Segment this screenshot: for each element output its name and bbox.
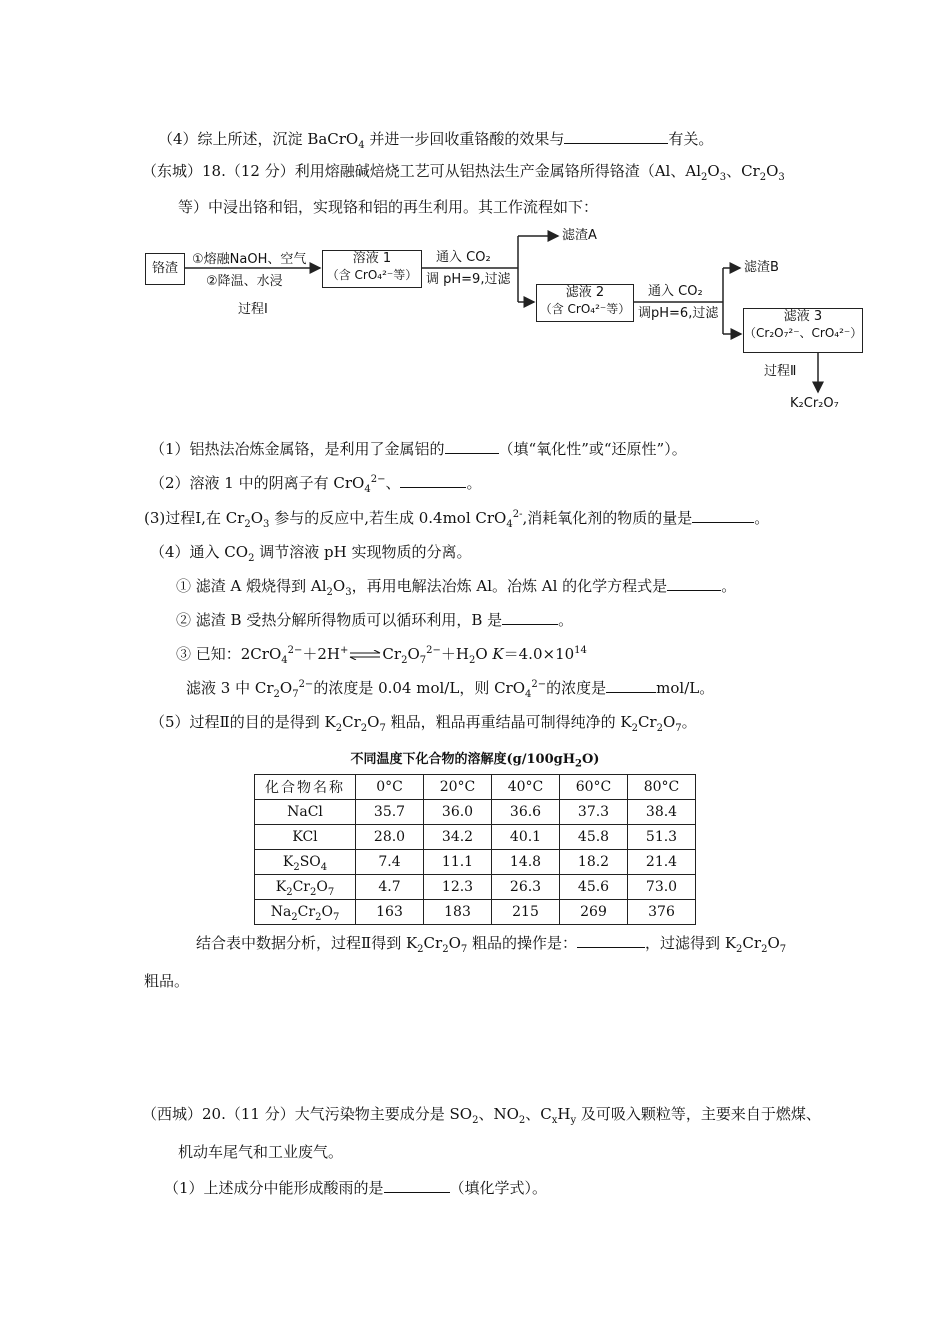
box-solution-2: 滤液 2 （含 CrO₄²⁻等）	[536, 284, 634, 322]
question-4-3-continued: 滤液 3 中 $Cr_2O_7^{2-}$的浓度是 0.04 mol/L，则 CrO$_4^{2-}$的浓度是 mol/L。	[186, 679, 715, 700]
q20-header: （西城）20.（11 分）大气污染物主要成分是 $SO_2$、$NO_2$、$C_xH_y$ 及可吸入颗粒等，主要来自于燃煤、	[142, 1105, 821, 1126]
answer-blank[interactable]	[400, 473, 466, 488]
table-cell: 34.2	[424, 825, 492, 850]
q4-conclusion-line: （4）综上所述，沉淀 BaCrO$_4$ 并进一步回收重铬酸的效果与 有关。	[158, 130, 714, 151]
question-2: （2）溶液 1 中的阴离子有 CrO$_4^{2-}$、 。	[150, 474, 482, 495]
table-title: 不同温度下化合物的溶解度$(g/100gH_2O)$	[350, 752, 600, 770]
table-cell: 38.4	[628, 800, 696, 825]
answer-blank[interactable]	[445, 439, 499, 454]
table-row	[255, 825, 696, 850]
question-4-2: ② 滤渣 B 受热分解所得物质可以循环利用，B 是 。	[176, 611, 574, 629]
table-cell: 40.1	[492, 825, 560, 850]
q20-header-continued: 机动车尾气和工业废气。	[178, 1143, 344, 1161]
equilibrium-arrow-icon	[348, 644, 382, 666]
box-solution-1: 溶液 1 （含 CrO₄²⁻等）	[322, 250, 422, 288]
question-20-1: （1）上述成分中能形成酸雨的是 （填化学式）。	[164, 1179, 548, 1197]
question-4-1: ① 滤渣 A 煅烧得到 $Al_2O_3$，再用电解法冶炼 Al。冶炼 Al 的化学方程式是 。	[176, 577, 737, 598]
question-3: (3)过程Ⅰ,在 $Cr_2O_3$ 参与的反应中,若生成 0.4mol CrO$_4^{2-}$,消耗氧化剂的物质的量是 。	[144, 509, 770, 530]
table-cell: 21.4	[628, 850, 696, 875]
question-1: （1）铝热法冶炼金属铬，是利用了金属铝的 （填“氧化性”或“还原性”）。	[150, 440, 687, 458]
compound-name: $K_2SO_4$	[255, 850, 356, 875]
product-label: K₂Cr₂O₇	[790, 396, 839, 411]
table-header: 化合物名称	[255, 775, 356, 800]
solubility-table	[254, 774, 696, 925]
ph-condition-a: 调 pH=9,过滤	[426, 272, 511, 287]
answer-blank[interactable]	[564, 129, 668, 144]
table-cell: 73.0	[628, 875, 696, 900]
table-header: 40°C	[492, 775, 560, 800]
table-cell: 269	[560, 900, 628, 925]
table-cell: 12.3	[424, 875, 492, 900]
question-4-3: ③ 已知：2CrO$_4^{2-}$＋2H+ $Cr_2O_7^{2-}+H_2O$ $K=4.0\times 10^{14}$	[176, 645, 587, 666]
box-solution-3: 滤液 3 （Cr₂O₇²⁻、CrO₄²⁻）	[743, 308, 863, 353]
table-cell: 376	[628, 900, 696, 925]
table-cell: 215	[492, 900, 560, 925]
table-cell: 35.7	[356, 800, 424, 825]
process-1-label: 过程Ⅰ	[238, 302, 268, 317]
table-cell: 163	[356, 900, 424, 925]
compound-name: $K_2Cr_2O_7$	[255, 875, 356, 900]
answer-blank[interactable]	[577, 933, 645, 948]
process-flow-chart	[140, 222, 870, 417]
co2-condition-a: 通入 CO₂	[436, 250, 491, 265]
table-row	[255, 875, 696, 900]
table-header: 20°C	[424, 775, 492, 800]
answer-blank[interactable]	[667, 576, 721, 591]
question-5-analysis-continued: 粗品。	[144, 972, 190, 990]
table-cell: 4.7	[356, 875, 424, 900]
step1-condition-2: ②降温、水浸	[206, 274, 283, 289]
table-cell: 28.0	[356, 825, 424, 850]
table-cell: 183	[424, 900, 492, 925]
box-chromium-slag: 铬渣	[145, 253, 185, 285]
table-header-row	[255, 775, 696, 800]
question-5-analysis: 结合表中数据分析，过程Ⅱ得到 $K_2Cr_2O_7$ 粗品的操作是： ，过滤得到 $K_2Cr_2O_7$	[196, 934, 787, 955]
table-cell: 7.4	[356, 850, 424, 875]
compound-name: $Na_2Cr_2O_7$	[255, 900, 356, 925]
step1-condition: ①熔融NaOH、空气	[192, 252, 307, 267]
table-cell: 18.2	[560, 850, 628, 875]
table-cell: 45.8	[560, 825, 628, 850]
table-cell: 51.3	[628, 825, 696, 850]
table-cell: 11.1	[424, 850, 492, 875]
table-header: 80°C	[628, 775, 696, 800]
table-row	[255, 850, 696, 875]
table-row	[255, 900, 696, 925]
residue-a: 滤渣A	[562, 228, 597, 243]
table-header: 60°C	[560, 775, 628, 800]
process-2-label: 过程Ⅱ	[764, 364, 797, 379]
table-cell: 36.6	[492, 800, 560, 825]
q18-header: （东城）18.（12 分）利用熔融碱焙烧工艺可从铝热法生产金属铬所得铬渣（Al、$Al_2O_3$、$Cr_2O_3$	[142, 162, 785, 183]
table-cell: 45.6	[560, 875, 628, 900]
table-row	[255, 800, 696, 825]
compound-name: NaCl	[255, 800, 356, 825]
answer-blank[interactable]	[606, 678, 656, 693]
table-cell: 14.8	[492, 850, 560, 875]
co2-condition-b: 通入 CO₂	[648, 284, 703, 299]
residue-b: 滤渣B	[744, 260, 779, 275]
ph-condition-b: 调pH=6,过滤	[638, 306, 719, 321]
answer-blank[interactable]	[692, 508, 754, 523]
table-cell: 26.3	[492, 875, 560, 900]
question-5: （5）过程Ⅱ的目的是得到 $K_2Cr_2O_7$ 粗品，粗品再重结晶可制得纯净的 $K_2Cr_2O_7$。	[150, 713, 697, 734]
compound-name: KCl	[255, 825, 356, 850]
q18-header-continued: 等）中浸出铬和铝，实现铬和铝的再生利用。其工作流程如下：	[178, 198, 599, 216]
answer-blank[interactable]	[384, 1178, 450, 1193]
answer-blank[interactable]	[502, 610, 558, 625]
table-header: 0°C	[356, 775, 424, 800]
table-cell: 36.0	[424, 800, 492, 825]
table-cell: 37.3	[560, 800, 628, 825]
question-4: （4）通入 $CO_2$ 调节溶液 pH 实现物质的分离。	[150, 543, 472, 564]
